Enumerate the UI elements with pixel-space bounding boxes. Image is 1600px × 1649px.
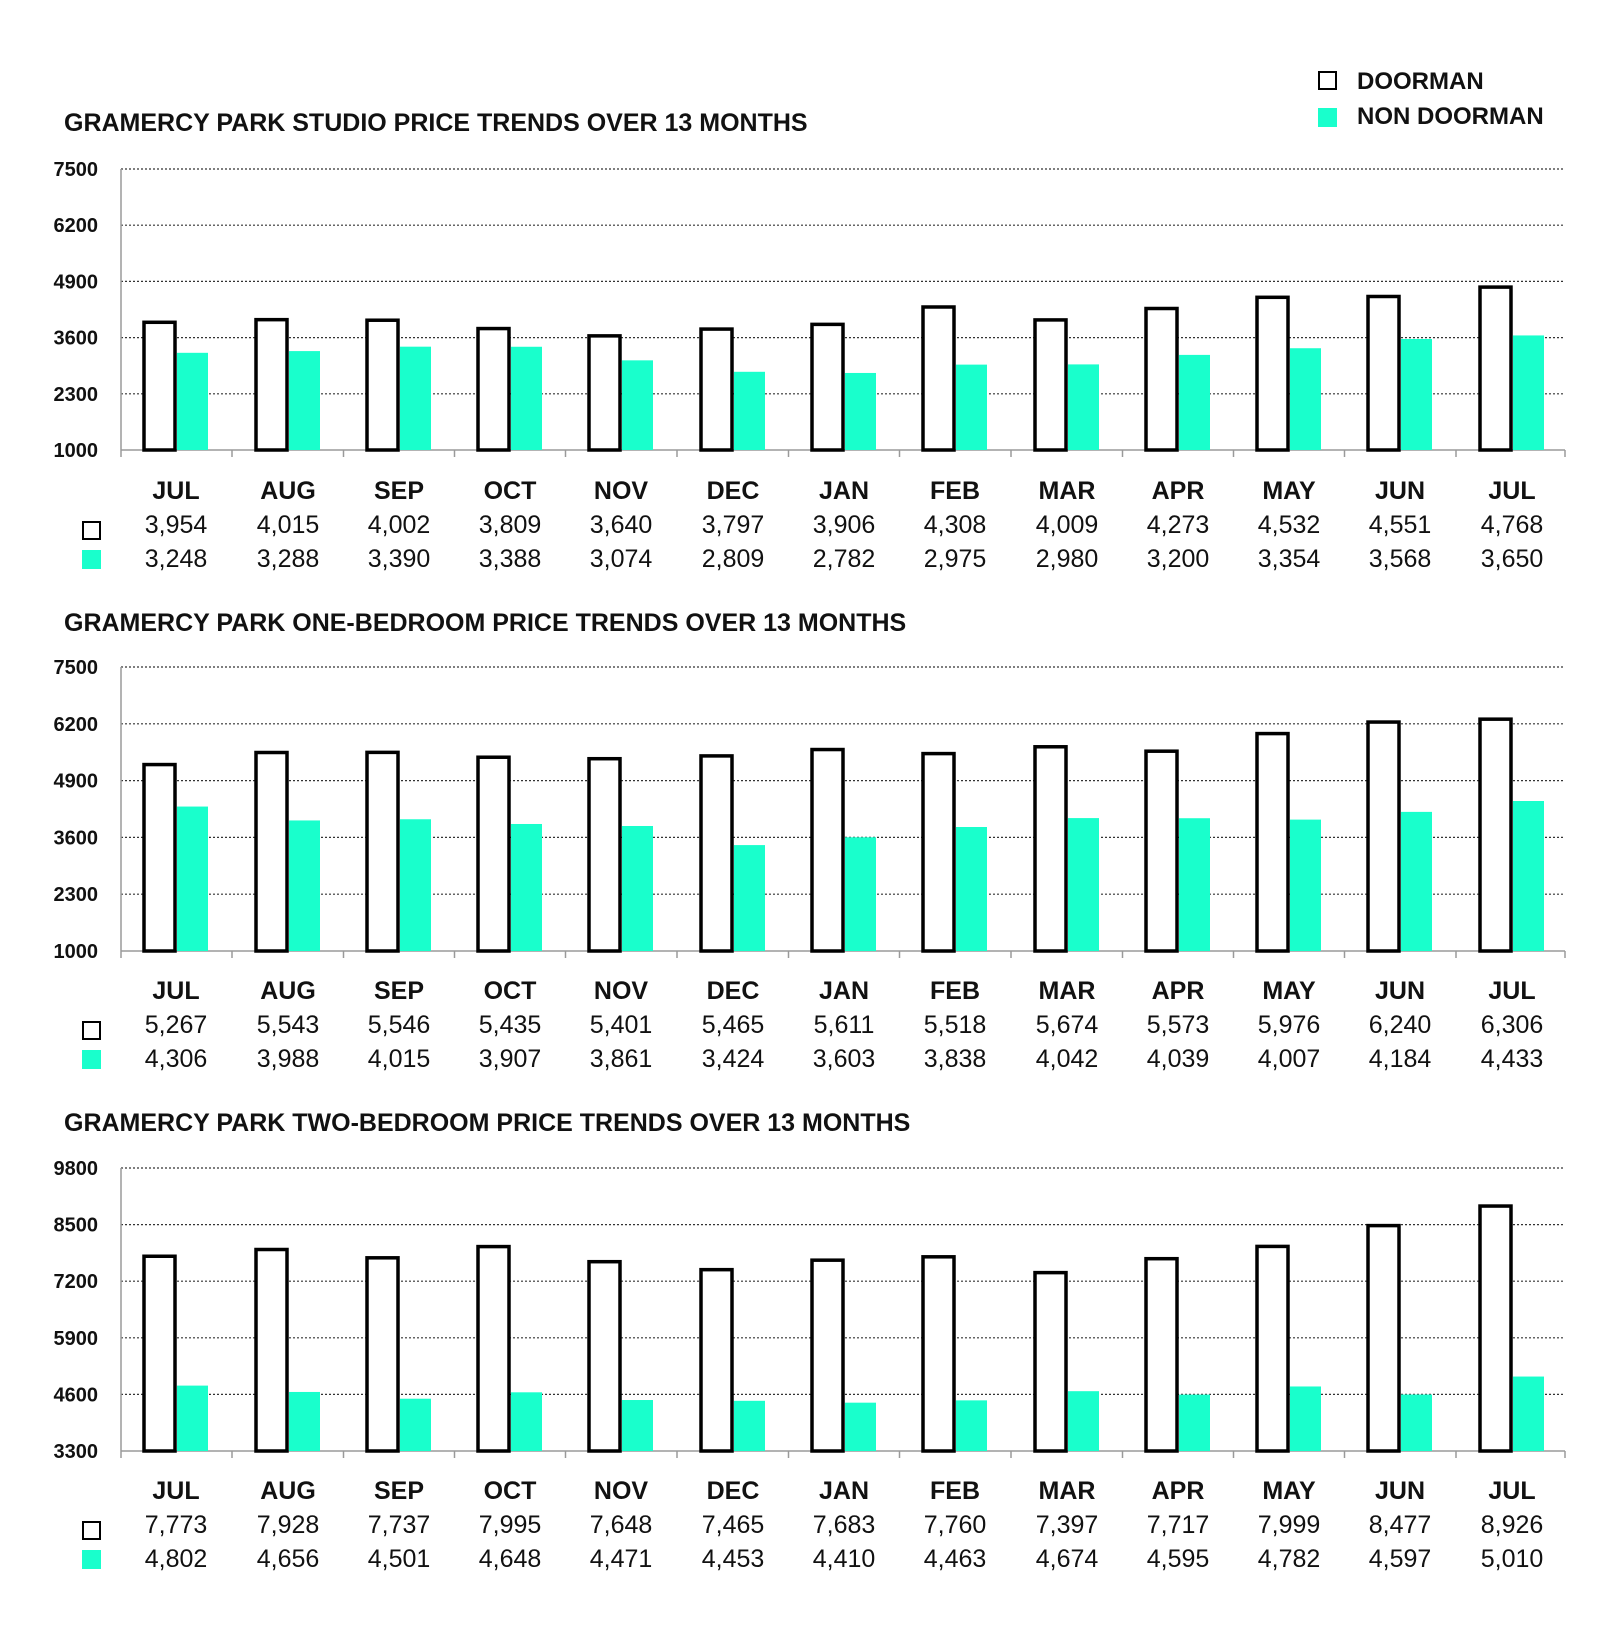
bar-non-doorman bbox=[622, 826, 653, 951]
y-tick-label: 4900 bbox=[53, 271, 98, 294]
category-label: AUG bbox=[260, 1477, 316, 1505]
value-label-doorman: 7,995 bbox=[478, 1511, 542, 1539]
value-label-doorman: 5,976 bbox=[1257, 1011, 1321, 1039]
value-label-non-doorman: 3,568 bbox=[1368, 545, 1432, 573]
bar-doorman bbox=[1146, 751, 1177, 951]
value-label-non-doorman: 2,980 bbox=[1035, 545, 1099, 573]
value-label-non-doorman: 4,501 bbox=[367, 1545, 431, 1573]
value-label-non-doorman: 4,782 bbox=[1257, 1545, 1321, 1573]
bar-non-doorman bbox=[1401, 1395, 1432, 1451]
category-label: DEC bbox=[706, 977, 760, 1005]
category-label: OCT bbox=[483, 977, 537, 1005]
category-label: FEB bbox=[930, 1477, 980, 1505]
bar-doorman bbox=[1480, 719, 1511, 951]
bar-doorman bbox=[256, 753, 287, 951]
value-label-doorman: 5,401 bbox=[589, 1011, 653, 1039]
category-label: JAN bbox=[818, 977, 870, 1005]
bar-non-doorman bbox=[177, 353, 208, 450]
value-label-doorman: 7,737 bbox=[367, 1511, 431, 1539]
y-tick-label: 6200 bbox=[53, 215, 98, 238]
bar-doorman bbox=[701, 329, 732, 450]
bar-doorman bbox=[1368, 296, 1399, 450]
value-label-non-doorman: 4,184 bbox=[1368, 1045, 1432, 1073]
value-label-non-doorman: 4,595 bbox=[1146, 1545, 1210, 1573]
bar-doorman bbox=[1480, 1206, 1511, 1451]
category-label: AUG bbox=[260, 977, 316, 1005]
value-label-doorman: 4,768 bbox=[1480, 511, 1544, 539]
y-tick-label: 3600 bbox=[53, 327, 98, 350]
value-label-doorman: 4,273 bbox=[1146, 511, 1210, 539]
y-tick-label: 3300 bbox=[53, 1441, 98, 1463]
value-label-non-doorman: 2,809 bbox=[701, 545, 765, 573]
category-label: APR bbox=[1151, 477, 1205, 505]
value-label-doorman: 7,648 bbox=[589, 1511, 653, 1539]
value-label-non-doorman: 5,010 bbox=[1480, 1545, 1544, 1573]
bar-non-doorman bbox=[845, 837, 876, 951]
chart-title: GRAMERCY PARK ONE-BEDROOM PRICE TRENDS OVER 13 MONTHS bbox=[64, 609, 907, 637]
value-label-non-doorman: 4,433 bbox=[1480, 1045, 1544, 1073]
bar-non-doorman bbox=[1179, 1395, 1210, 1451]
y-tick-label: 8500 bbox=[53, 1214, 98, 1237]
value-label-doorman: 6,240 bbox=[1368, 1011, 1432, 1039]
bar-doorman bbox=[478, 329, 509, 450]
value-label-non-doorman: 4,453 bbox=[701, 1545, 765, 1573]
value-label-doorman: 4,532 bbox=[1257, 511, 1321, 539]
value-label-doorman: 4,015 bbox=[256, 511, 320, 539]
value-label-doorman: 7,773 bbox=[144, 1511, 208, 1539]
value-label-non-doorman: 3,650 bbox=[1480, 545, 1544, 573]
value-label-non-doorman: 4,463 bbox=[923, 1545, 987, 1573]
value-label-doorman: 5,465 bbox=[701, 1011, 765, 1039]
value-label-doorman: 5,267 bbox=[144, 1011, 208, 1039]
row-key-non-doorman-icon bbox=[82, 1550, 101, 1569]
y-tick-label: 9800 bbox=[53, 1158, 98, 1180]
value-label-non-doorman: 4,039 bbox=[1146, 1045, 1210, 1073]
bar-non-doorman bbox=[1513, 335, 1544, 450]
chart-panel-3 bbox=[54, 1109, 1566, 1573]
value-label-non-doorman: 4,802 bbox=[144, 1545, 208, 1573]
bar-doorman bbox=[1035, 1273, 1066, 1451]
bar-doorman bbox=[812, 1260, 843, 1451]
bar-non-doorman bbox=[956, 1400, 987, 1451]
bar-doorman bbox=[923, 754, 954, 951]
category-label: MAY bbox=[1262, 1477, 1316, 1505]
bar-doorman bbox=[256, 1250, 287, 1451]
row-key-doorman-icon bbox=[83, 1522, 100, 1539]
category-label: MAR bbox=[1038, 477, 1096, 505]
category-label: DEC bbox=[706, 1477, 760, 1505]
bar-doorman bbox=[256, 320, 287, 450]
y-tick-label: 2300 bbox=[53, 884, 98, 907]
row-key-non-doorman-icon bbox=[82, 1050, 101, 1069]
value-label-non-doorman: 3,424 bbox=[701, 1045, 765, 1073]
bar-doorman bbox=[478, 1247, 509, 1451]
bar-doorman bbox=[478, 757, 509, 951]
bar-doorman bbox=[701, 756, 732, 951]
bar-non-doorman bbox=[1290, 348, 1321, 450]
value-label-doorman: 5,674 bbox=[1035, 1011, 1099, 1039]
bar-non-doorman bbox=[289, 820, 320, 951]
value-label-doorman: 3,809 bbox=[478, 511, 542, 539]
value-label-non-doorman: 3,354 bbox=[1257, 545, 1321, 573]
bar-non-doorman bbox=[400, 347, 431, 450]
value-label-non-doorman: 4,648 bbox=[478, 1545, 542, 1573]
bar-doorman bbox=[1146, 1259, 1177, 1451]
category-label: FEB bbox=[930, 477, 980, 505]
bar-non-doorman bbox=[622, 1400, 653, 1451]
value-label-non-doorman: 4,674 bbox=[1035, 1545, 1099, 1573]
y-tick-label: 4900 bbox=[53, 770, 98, 793]
category-label: SEP bbox=[373, 977, 425, 1005]
category-label: MAR bbox=[1038, 977, 1096, 1005]
bar-doorman bbox=[1257, 297, 1288, 450]
bar-doorman bbox=[367, 752, 398, 951]
bar-doorman bbox=[701, 1270, 732, 1451]
value-label-non-doorman: 3,988 bbox=[256, 1045, 320, 1073]
category-label: JUL bbox=[1488, 1477, 1536, 1505]
bar-non-doorman bbox=[1179, 355, 1210, 450]
bar-non-doorman bbox=[956, 365, 987, 450]
category-label: NOV bbox=[593, 477, 649, 505]
bar-doorman bbox=[589, 759, 620, 951]
legend-swatch-doorman bbox=[1319, 72, 1336, 89]
bar-doorman bbox=[1368, 1226, 1399, 1451]
value-label-doorman: 7,717 bbox=[1146, 1511, 1210, 1539]
value-label-doorman: 5,518 bbox=[923, 1011, 987, 1039]
bar-doorman bbox=[589, 1262, 620, 1451]
value-label-doorman: 6,306 bbox=[1480, 1011, 1544, 1039]
value-label-non-doorman: 3,861 bbox=[589, 1045, 653, 1073]
y-tick-label: 1000 bbox=[53, 440, 98, 462]
bar-doorman bbox=[144, 322, 175, 450]
row-key-non-doorman-icon bbox=[82, 550, 101, 569]
bar-non-doorman bbox=[1068, 818, 1099, 951]
value-label-doorman: 3,954 bbox=[144, 511, 208, 539]
bar-non-doorman bbox=[1513, 801, 1544, 951]
charts-container bbox=[54, 109, 1566, 1573]
category-label: OCT bbox=[483, 477, 537, 505]
bar-non-doorman bbox=[177, 1386, 208, 1451]
bar-non-doorman bbox=[734, 845, 765, 951]
value-label-non-doorman: 4,042 bbox=[1035, 1045, 1099, 1073]
category-label: APR bbox=[1151, 977, 1205, 1005]
value-label-doorman: 7,760 bbox=[923, 1511, 987, 1539]
value-label-doorman: 5,573 bbox=[1146, 1011, 1210, 1039]
category-label: JAN bbox=[818, 477, 870, 505]
legend-label-doorman: DOORMAN bbox=[1357, 68, 1484, 95]
y-tick-label: 6200 bbox=[53, 713, 98, 736]
bar-doorman bbox=[1480, 287, 1511, 450]
value-label-non-doorman: 3,603 bbox=[812, 1045, 876, 1073]
bar-non-doorman bbox=[734, 372, 765, 450]
bar-doorman bbox=[367, 1258, 398, 1451]
value-label-doorman: 4,308 bbox=[923, 511, 987, 539]
chart-title: GRAMERCY PARK TWO-BEDROOM PRICE TRENDS OVER 13 MONTHS bbox=[64, 1109, 911, 1137]
category-label: JUL bbox=[1488, 477, 1536, 505]
bar-non-doorman bbox=[289, 1392, 320, 1451]
category-label: MAY bbox=[1262, 477, 1316, 505]
value-label-non-doorman: 3,200 bbox=[1146, 545, 1210, 573]
bar-doorman bbox=[923, 307, 954, 450]
row-key-doorman-icon bbox=[83, 1022, 100, 1039]
y-tick-label: 4600 bbox=[53, 1384, 98, 1407]
chart-panel-1 bbox=[54, 109, 1566, 573]
value-label-non-doorman: 4,597 bbox=[1368, 1545, 1432, 1573]
value-label-doorman: 5,546 bbox=[367, 1011, 431, 1039]
value-label-non-doorman: 3,074 bbox=[589, 545, 653, 573]
bar-non-doorman bbox=[1513, 1377, 1544, 1451]
value-label-non-doorman: 4,471 bbox=[589, 1545, 653, 1573]
bar-non-doorman bbox=[1068, 1391, 1099, 1451]
category-label: MAR bbox=[1038, 1477, 1096, 1505]
bar-non-doorman bbox=[177, 807, 208, 951]
value-label-doorman: 3,797 bbox=[701, 511, 765, 539]
bar-doorman bbox=[1146, 309, 1177, 450]
row-key-doorman-icon bbox=[83, 522, 100, 539]
bar-doorman bbox=[1368, 722, 1399, 951]
value-label-doorman: 8,477 bbox=[1368, 1511, 1432, 1539]
y-tick-label: 1000 bbox=[53, 941, 98, 963]
value-label-non-doorman: 3,838 bbox=[923, 1045, 987, 1073]
bar-non-doorman bbox=[511, 824, 542, 951]
bar-non-doorman bbox=[845, 373, 876, 450]
chart-title: GRAMERCY PARK STUDIO PRICE TRENDS OVER 13 MONTHS bbox=[64, 109, 808, 137]
bar-doorman bbox=[589, 336, 620, 450]
category-label: MAY bbox=[1262, 977, 1316, 1005]
category-label: JUN bbox=[1374, 1477, 1426, 1505]
y-tick-label: 7200 bbox=[53, 1271, 98, 1294]
category-label: JUN bbox=[1374, 477, 1426, 505]
category-label: DEC bbox=[706, 477, 760, 505]
bar-doorman bbox=[367, 320, 398, 450]
bar-doorman bbox=[144, 1256, 175, 1451]
bar-non-doorman bbox=[511, 347, 542, 450]
value-label-doorman: 3,640 bbox=[589, 511, 653, 539]
bar-doorman bbox=[1035, 320, 1066, 450]
category-label: NOV bbox=[593, 1477, 649, 1505]
value-label-doorman: 4,551 bbox=[1368, 511, 1432, 539]
bar-non-doorman bbox=[511, 1392, 542, 1451]
bar-non-doorman bbox=[1290, 820, 1321, 951]
value-label-non-doorman: 3,907 bbox=[478, 1045, 542, 1073]
category-label: JUL bbox=[152, 477, 200, 505]
category-label: SEP bbox=[373, 477, 425, 505]
y-tick-label: 2300 bbox=[53, 383, 98, 406]
bar-non-doorman bbox=[956, 827, 987, 951]
bar-non-doorman bbox=[400, 1399, 431, 1451]
bar-non-doorman bbox=[1290, 1386, 1321, 1451]
value-label-doorman: 4,002 bbox=[367, 511, 431, 539]
value-label-non-doorman: 4,007 bbox=[1257, 1045, 1321, 1073]
category-label: JUN bbox=[1374, 977, 1426, 1005]
category-label: APR bbox=[1151, 1477, 1205, 1505]
value-label-non-doorman: 3,390 bbox=[367, 545, 431, 573]
value-label-non-doorman: 2,782 bbox=[812, 545, 876, 573]
legend bbox=[1318, 68, 1544, 130]
category-label: JUL bbox=[1488, 977, 1536, 1005]
value-label-doorman: 7,397 bbox=[1035, 1511, 1099, 1539]
value-label-doorman: 7,999 bbox=[1257, 1511, 1321, 1539]
bar-doorman bbox=[1257, 1246, 1288, 1451]
bar-doorman bbox=[1035, 747, 1066, 951]
legend-label-non-doorman: NON DOORMAN bbox=[1357, 103, 1544, 130]
value-label-doorman: 8,926 bbox=[1480, 1511, 1544, 1539]
legend-swatch-non-doorman bbox=[1318, 108, 1337, 127]
y-tick-label: 3600 bbox=[53, 827, 98, 850]
bar-non-doorman bbox=[1401, 812, 1432, 951]
value-label-doorman: 3,906 bbox=[812, 511, 876, 539]
category-label: JUL bbox=[152, 977, 200, 1005]
bar-non-doorman bbox=[400, 819, 431, 951]
value-label-non-doorman: 4,656 bbox=[256, 1545, 320, 1573]
category-label: AUG bbox=[260, 477, 316, 505]
value-label-doorman: 5,611 bbox=[813, 1011, 875, 1039]
bar-doorman bbox=[812, 750, 843, 951]
value-label-non-doorman: 4,015 bbox=[367, 1045, 431, 1073]
bar-doorman bbox=[1257, 734, 1288, 951]
category-label: SEP bbox=[373, 1477, 425, 1505]
value-label-doorman: 4,009 bbox=[1035, 511, 1099, 539]
category-label: OCT bbox=[483, 1477, 537, 1505]
chart-panel-2 bbox=[54, 609, 1566, 1073]
value-label-doorman: 7,465 bbox=[701, 1511, 765, 1539]
y-tick-label: 7500 bbox=[53, 657, 98, 679]
category-label: JAN bbox=[818, 1477, 870, 1505]
value-label-doorman: 5,543 bbox=[256, 1011, 320, 1039]
y-tick-label: 5900 bbox=[53, 1327, 98, 1350]
value-label-doorman: 5,435 bbox=[478, 1011, 542, 1039]
y-tick-label: 7500 bbox=[53, 159, 98, 181]
bar-non-doorman bbox=[1401, 339, 1432, 450]
bar-non-doorman bbox=[1179, 818, 1210, 951]
category-label: NOV bbox=[593, 977, 649, 1005]
value-label-non-doorman: 2,975 bbox=[923, 545, 987, 573]
bar-doorman bbox=[812, 324, 843, 450]
value-label-doorman: 7,683 bbox=[812, 1511, 876, 1539]
bar-non-doorman bbox=[1068, 364, 1099, 450]
category-label: FEB bbox=[930, 977, 980, 1005]
value-label-non-doorman: 4,410 bbox=[812, 1545, 876, 1573]
bar-non-doorman bbox=[289, 351, 320, 450]
bar-non-doorman bbox=[845, 1403, 876, 1451]
bar-non-doorman bbox=[622, 360, 653, 450]
value-label-non-doorman: 4,306 bbox=[144, 1045, 208, 1073]
value-label-non-doorman: 3,248 bbox=[144, 545, 208, 573]
bar-non-doorman bbox=[734, 1401, 765, 1451]
value-label-non-doorman: 3,388 bbox=[478, 545, 542, 573]
category-label: JUL bbox=[152, 1477, 200, 1505]
value-label-doorman: 7,928 bbox=[256, 1511, 320, 1539]
bar-doorman bbox=[923, 1257, 954, 1451]
value-label-non-doorman: 3,288 bbox=[256, 545, 320, 573]
bar-doorman bbox=[144, 765, 175, 951]
